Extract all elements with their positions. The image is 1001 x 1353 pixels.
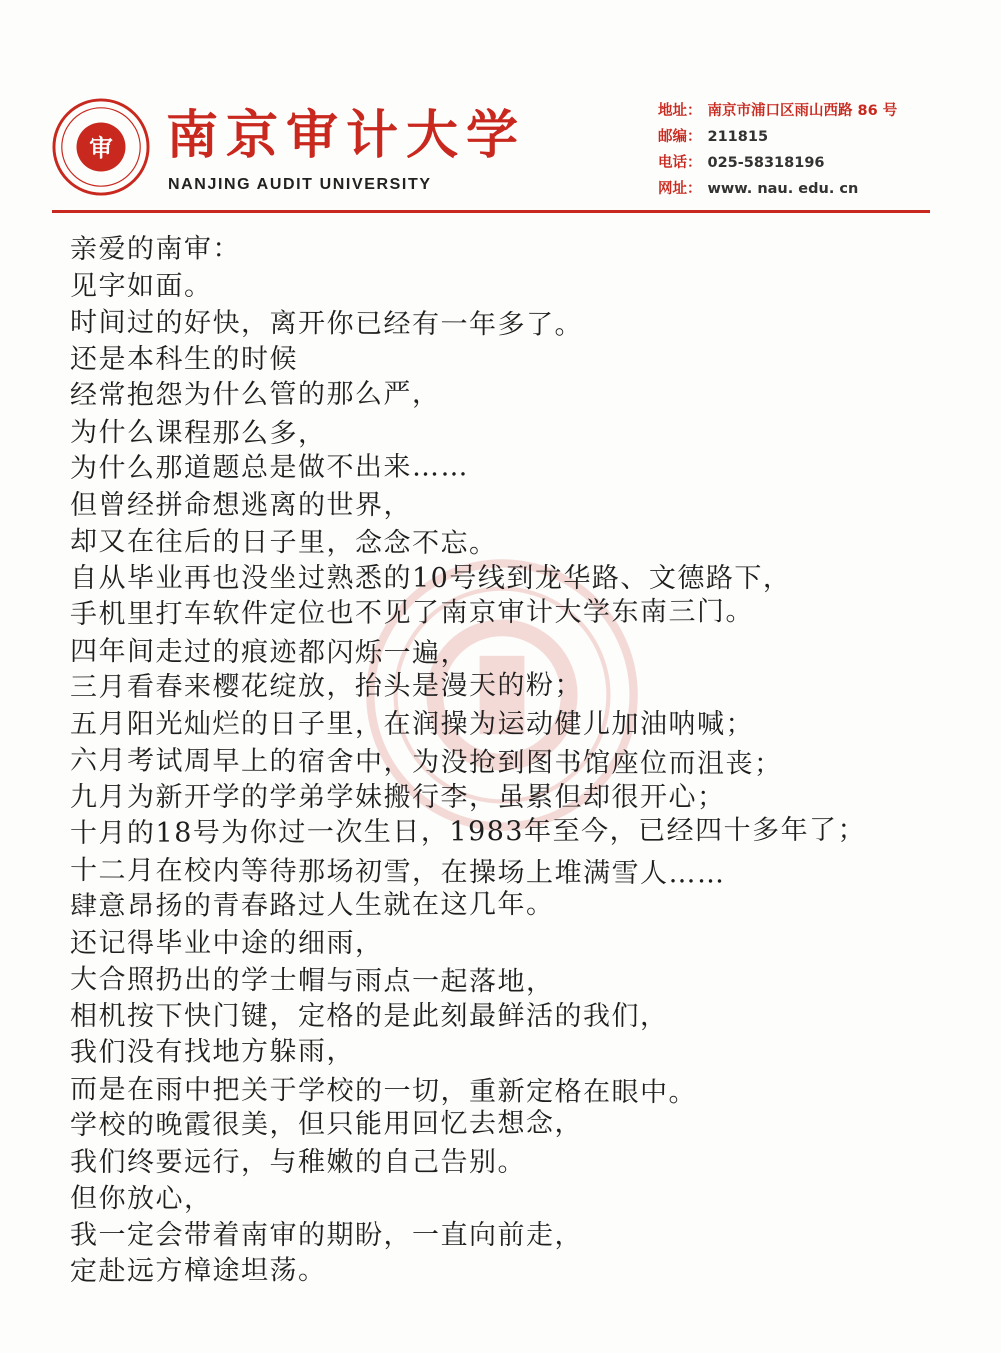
handwritten-letter	[70, 232, 970, 1291]
letter-line: 十月的18号为你过一次生日，1983年至今，已经四十多年了；	[69, 814, 867, 849]
letter-line: 肆意昂扬的青春路过人生就在这几年。	[69, 888, 555, 922]
letter-line: 却又在往后的日子里，念念不忘。	[69, 526, 498, 560]
letter-line: 九月为新开学的学弟学妹搬行李，虽累但却很开心；	[70, 781, 726, 813]
contact-label: 电话：	[658, 155, 702, 171]
letter-line: 而是在雨中把关于学校的一切，重新定格在眼中。	[69, 1073, 698, 1108]
letter-line: 手机里打车软件定位也不见了南京审计大学东南三门。	[69, 596, 755, 630]
contact-website	[658, 176, 897, 202]
contact-address	[658, 98, 897, 124]
letter-line: 大合照扔出的学士帽与雨点一起落地，	[69, 964, 555, 998]
letter-line: 我们没有找地方躲雨，	[69, 1035, 356, 1068]
letter-line: 五月阳光灿烂的日子里，在润操为运动健儿加油呐喊；	[70, 708, 754, 740]
letter-line: 但曾经拼命想逃离的世界，	[70, 489, 412, 521]
contact-value: 025-58318196	[707, 155, 825, 171]
letter-line: 学校的晚霞很美，但只能用回忆去想念，	[69, 1107, 584, 1141]
letter-line: 为什么那道题总是做不出来……	[69, 451, 470, 484]
letter-line: 亲爱的南审：	[69, 233, 242, 265]
letter-line: 自从毕业再也没坐过熟悉的10号线到龙华路、文德路下，	[70, 562, 792, 594]
letter-line: 经常抱怨为什么管的那么严，	[69, 378, 441, 411]
svg-text:审: 审	[89, 133, 113, 162]
letterhead	[0, 0, 1001, 222]
contact-label: 地址：	[658, 103, 702, 119]
letter-line: 还记得毕业中途的细雨，	[70, 927, 384, 959]
letter-line: 我一定会带着南审的期盼，一直向前走，	[70, 1219, 583, 1251]
contact-block	[658, 98, 897, 202]
letter-line: 时间过的好快，离开你已经有一年多了。	[69, 307, 584, 341]
letter-line: 定赴远方樟途坦荡。	[69, 1254, 327, 1287]
contact-label: 邮编：	[658, 129, 702, 145]
university-seal-logo	[52, 98, 150, 196]
letter-line: 三月看春来樱花绽放，抬头是漫天的粉；	[69, 669, 584, 703]
letter-line: 我们终要远行，与稚嫩的自己告别。	[70, 1146, 526, 1178]
letter-line: 但你放心，	[69, 1183, 213, 1215]
contact-value: www. nau. edu. cn	[707, 181, 859, 197]
letter-line: 见字如面。	[70, 270, 213, 302]
contact-phone	[658, 150, 897, 176]
header-divider	[52, 210, 930, 213]
letter-line: 还是本科生的时候	[70, 343, 298, 375]
contact-label: 网址：	[658, 181, 702, 197]
university-name-en: NANJING AUDIT UNIVERSITY	[168, 176, 432, 193]
contact-postcode	[658, 124, 897, 150]
letter-line: 相机按下快门键，定格的是此刻最鲜活的我们，	[70, 1000, 669, 1032]
university-name-cn: 南京审计大学	[166, 105, 527, 166]
contact-value: 南京市浦口区雨山西路 86 号	[707, 103, 898, 119]
letter-line: 六月考试周早上的宿舍中，为没抢到图书馆座位而沮丧；	[69, 745, 783, 780]
letter-line: 四年间走过的痕迹都闪烁一遍，	[69, 635, 470, 669]
contact-value: 211815	[707, 129, 769, 145]
letter-line: 十二月在校内等待那场初雪，在操场上堆满雪人……	[69, 854, 726, 889]
letter-line: 为什么课程那么多，	[69, 416, 327, 449]
